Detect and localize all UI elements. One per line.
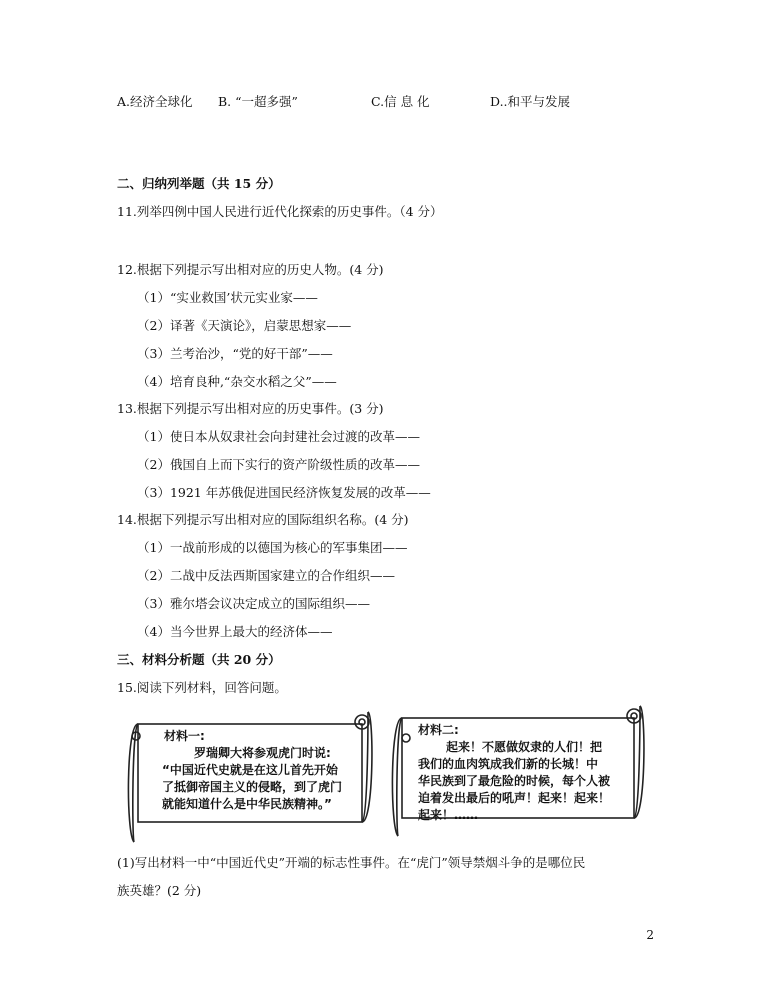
q12-item: （2）译著《天演论》，启蒙思想家—— — [137, 318, 352, 333]
material2-line: 迫着发出最后的吼声！起来！起来！ — [418, 791, 611, 805]
q13-item: （3）1921 年苏俄促进国民经济恢复发展的改革—— — [137, 485, 431, 500]
material1-line: 了抵御帝国主义的侵略，到了虎门 — [162, 780, 343, 794]
material1-line: 罗瑞卿大将参观虎门时说: — [194, 746, 331, 760]
option-d: D..和平与发展 — [490, 94, 571, 109]
material2-title: 材料二: — [418, 723, 459, 737]
q14-item: （4）当今世界上最大的经济体—— — [137, 624, 333, 639]
material1-title: 材料一: — [164, 729, 205, 743]
material1-scroll — [124, 710, 376, 844]
option-b: B. “一超多强” — [218, 94, 298, 109]
material1-line: “中国近代史就是在这儿首先开始 — [162, 763, 338, 777]
q14-stem: 14.根据下列提示写出相对应的国际组织名称。(4 分) — [117, 512, 409, 527]
section3-heading: 三、材料分析题（共 20 分） — [117, 652, 281, 667]
q12-item: （3）兰考治沙，“党的好干部”—— — [137, 346, 333, 361]
q13-stem: 13.根据下列提示写出相对应的历史事件。(3 分) — [117, 401, 384, 416]
q14-item: （1）一战前形成的以德国为核心的军事集团—— — [137, 540, 408, 555]
material2-line: 我们的血肉筑成我们新的长城！中 — [418, 757, 599, 771]
option-a: A.经济全球化 — [117, 94, 193, 109]
q13-item: （2）俄国自上而下实行的资产阶级性质的改革—— — [137, 457, 420, 472]
q15-stem: 15.阅读下列材料，回答问题。 — [117, 680, 287, 695]
page-number: 2 — [646, 928, 654, 942]
q12-item: （1）“实业救国’状元实业家—— — [137, 290, 318, 305]
material2-line: 起来！…… — [418, 808, 479, 822]
q14-item: （3）雅尔塔会议决定成立的国际组织—— — [137, 596, 370, 611]
q13-item: （1）使日本从奴隶社会向封建社会过渡的改革—— — [137, 429, 420, 444]
q11-text: 11.列举四例中国人民进行近代化探索的历史事件。（4 分） — [117, 204, 443, 219]
q12-item: （4）培育良种,“杂交水稻之父”—— — [137, 374, 337, 389]
material2-line: 华民族到了最危险的时候，每个人被 — [418, 774, 611, 788]
section2-heading: 二、归纳列举题（共 15 分） — [117, 176, 281, 191]
q14-item: （2）二战中反法西斯国家建立的合作组织—— — [137, 568, 395, 583]
q15-1-text-cont: 族英雄？(2 分) — [117, 883, 202, 898]
q12-stem: 12.根据下列提示写出相对应的历史人物。(4 分) — [117, 262, 384, 277]
material2-line: 起来！不愿做奴隶的人们！把 — [446, 740, 603, 754]
material2-scroll — [388, 704, 648, 838]
q15-1-text: (1)写出材料一中“中国近代史”开端的标志性事件。在“虎门”领导禁烟斗争的是哪位民 — [117, 855, 586, 870]
material1-line: 就能知道什么是中华民族精神。” — [162, 797, 332, 811]
option-c: C.信 息 化 — [371, 94, 430, 109]
